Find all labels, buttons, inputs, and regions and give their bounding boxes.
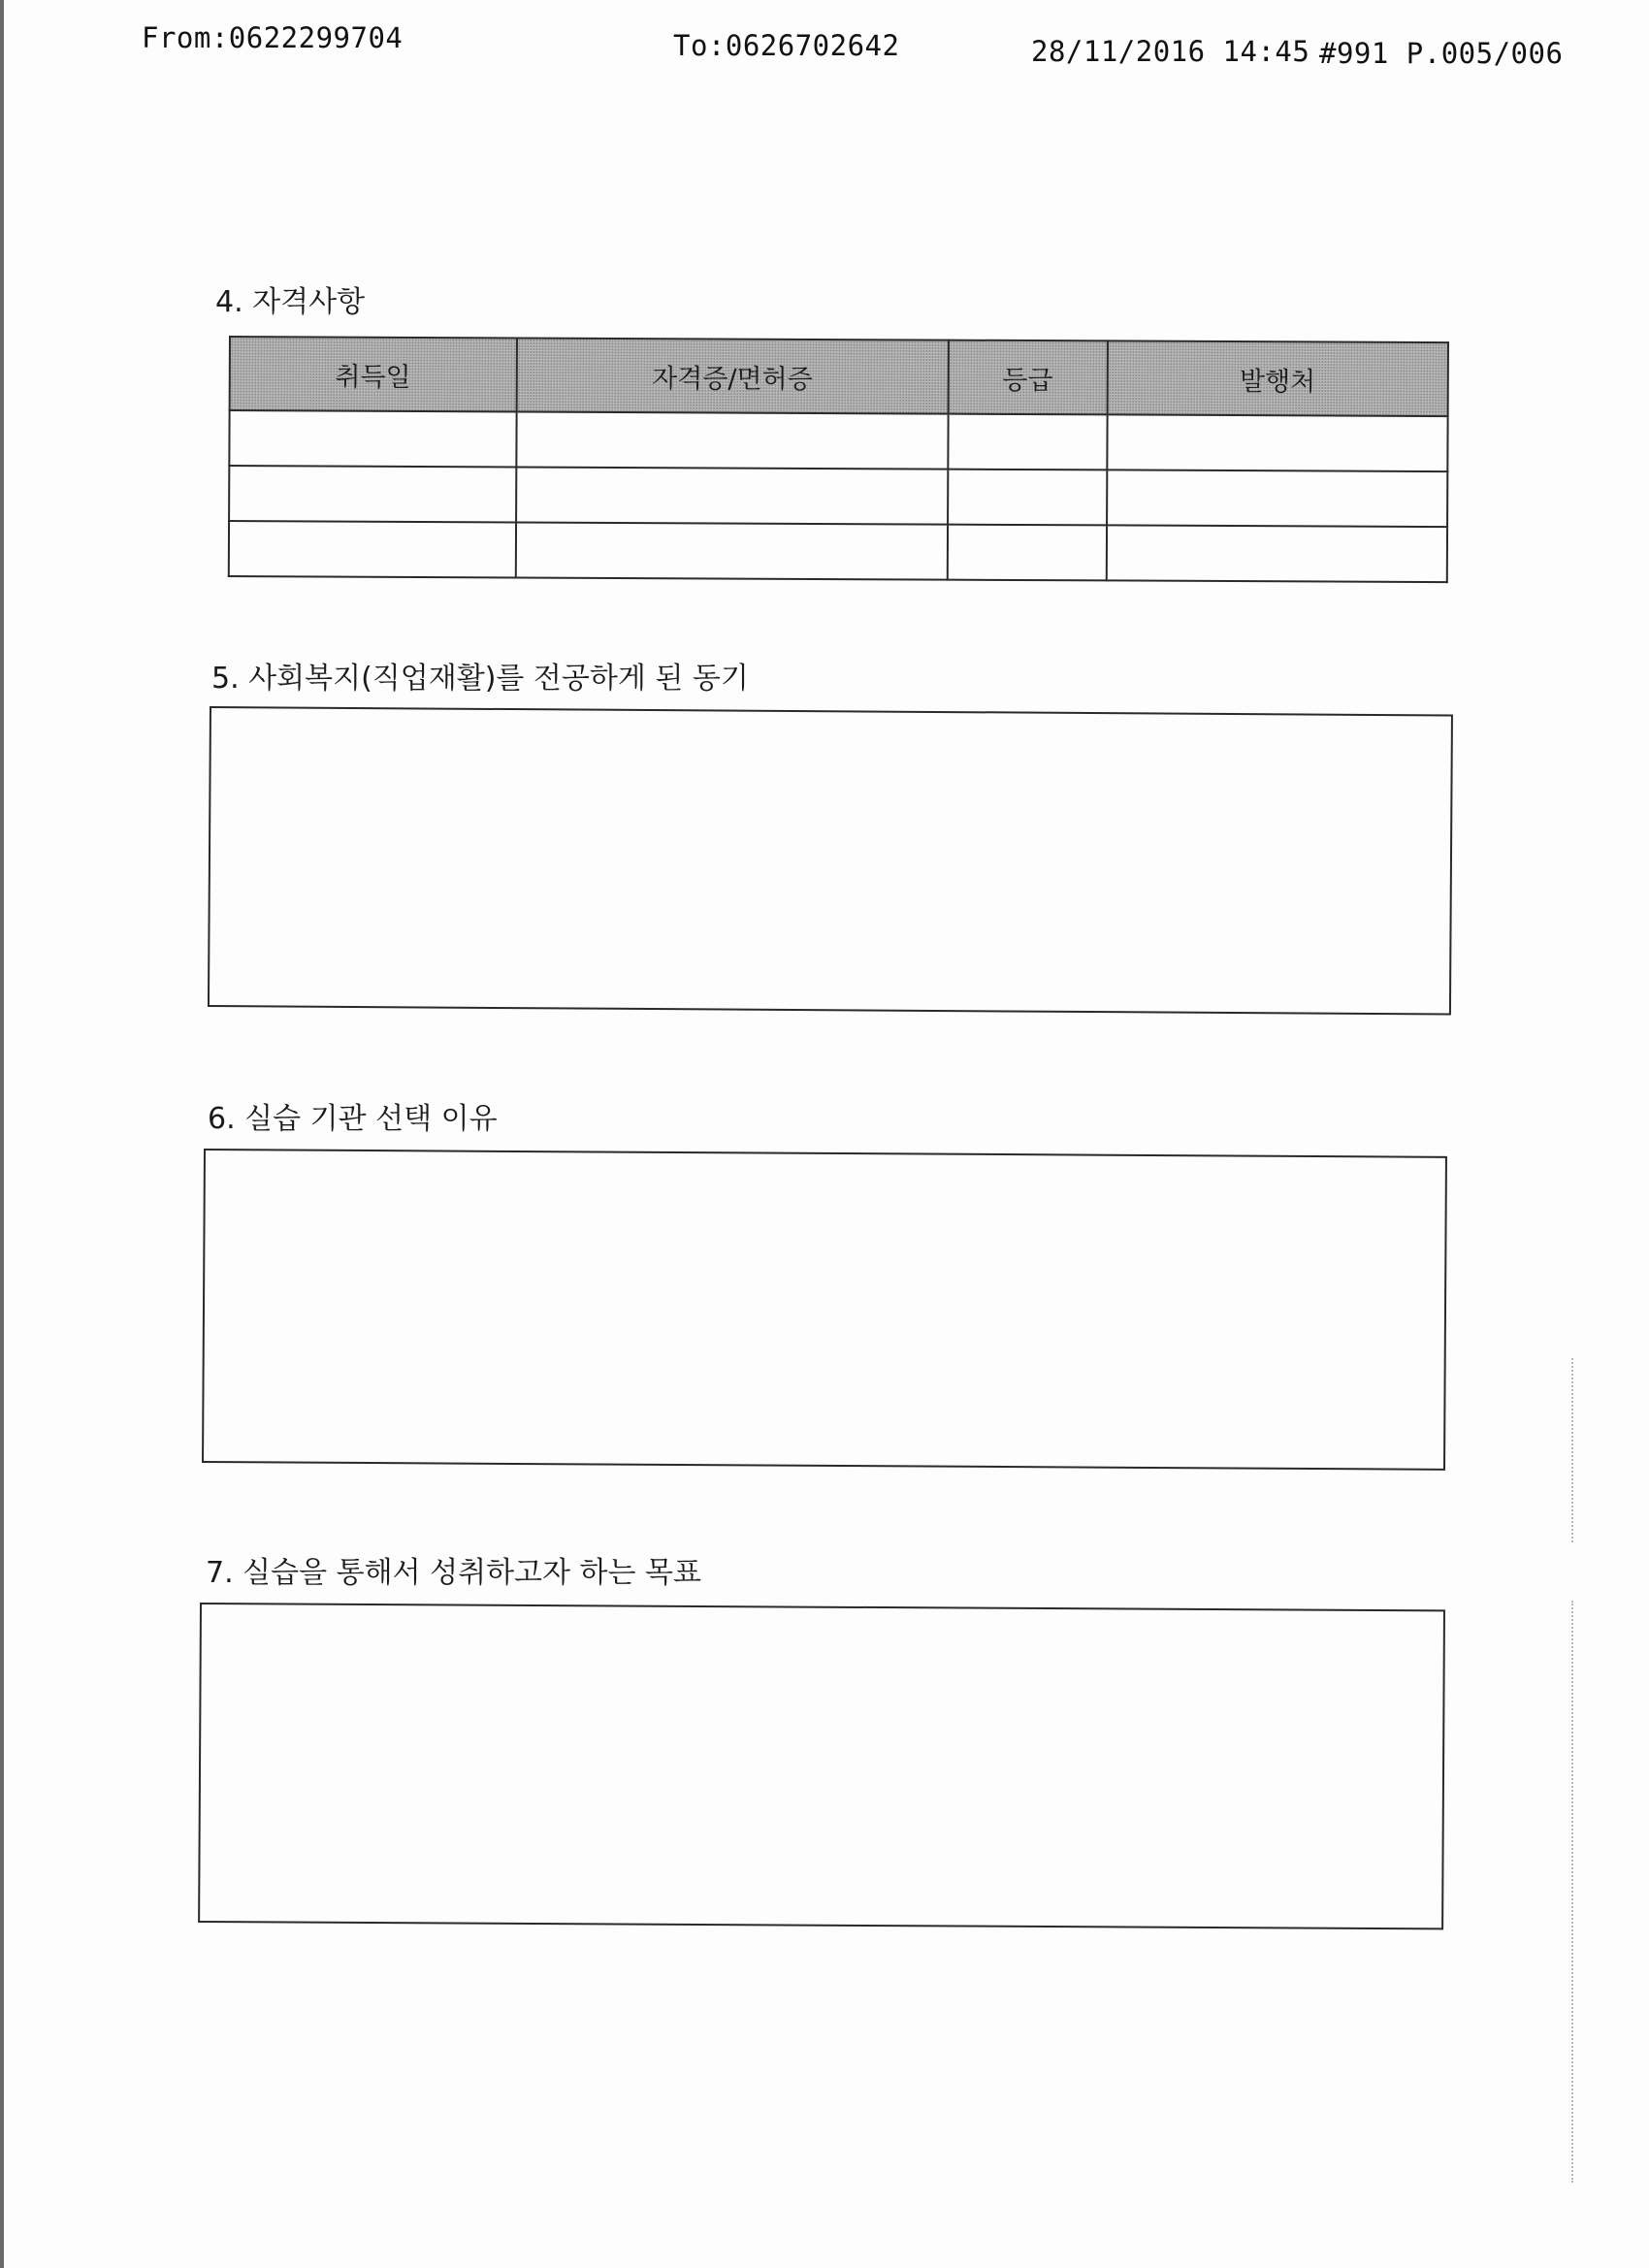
table-row bbox=[229, 410, 1447, 471]
goals-answer-box[interactable] bbox=[198, 1603, 1445, 1929]
table-cell[interactable] bbox=[515, 522, 948, 579]
section-6-title: 6. 실습 기관 선택 이유 bbox=[208, 1102, 498, 1136]
table-header-row bbox=[230, 337, 1448, 416]
scan-edge bbox=[0, 0, 4, 2268]
institution-reason-answer-box[interactable] bbox=[202, 1149, 1447, 1471]
table-cell[interactable] bbox=[1107, 470, 1448, 527]
fax-page-number: #991 P.005/006 bbox=[1319, 37, 1564, 70]
table-cell[interactable] bbox=[948, 470, 1107, 526]
section-7-title: 7. 실습을 통해서 성취하고자 하는 목표 bbox=[206, 1556, 702, 1590]
table-cell[interactable] bbox=[229, 521, 516, 577]
table-cell[interactable] bbox=[948, 414, 1107, 470]
table-cell[interactable] bbox=[229, 410, 516, 467]
scan-artifact-line bbox=[1571, 1601, 1573, 2183]
scan-artifact-line bbox=[1571, 1358, 1573, 1542]
table-cell[interactable] bbox=[229, 466, 516, 522]
table-cell[interactable] bbox=[1106, 525, 1447, 582]
table-cell[interactable] bbox=[1107, 414, 1448, 471]
fax-datetime: 28/11/2016 14:45 bbox=[1031, 35, 1310, 68]
col-header-acquired-date: 취득일 bbox=[230, 337, 517, 411]
section-5-title: 5. 사회복지(직업재활)를 전공하게 된 동기 bbox=[211, 662, 749, 696]
fax-header bbox=[0, 21, 1649, 70]
table-cell[interactable] bbox=[516, 467, 949, 524]
col-header-certificate: 자격증/면허증 bbox=[516, 338, 949, 413]
qualifications-table bbox=[228, 336, 1449, 583]
motivation-answer-box[interactable] bbox=[208, 706, 1453, 1015]
section-4-title: 4. 자격사항 bbox=[215, 285, 366, 319]
fax-from: From:0622299704 bbox=[142, 21, 404, 54]
col-header-issuer: 발행처 bbox=[1107, 340, 1448, 416]
col-header-grade: 등급 bbox=[948, 340, 1107, 415]
table-row bbox=[229, 466, 1447, 527]
table-cell[interactable] bbox=[948, 525, 1107, 581]
table-cell[interactable] bbox=[516, 411, 949, 469]
fax-to: To:0626702642 bbox=[673, 29, 900, 62]
table-row bbox=[229, 521, 1447, 582]
